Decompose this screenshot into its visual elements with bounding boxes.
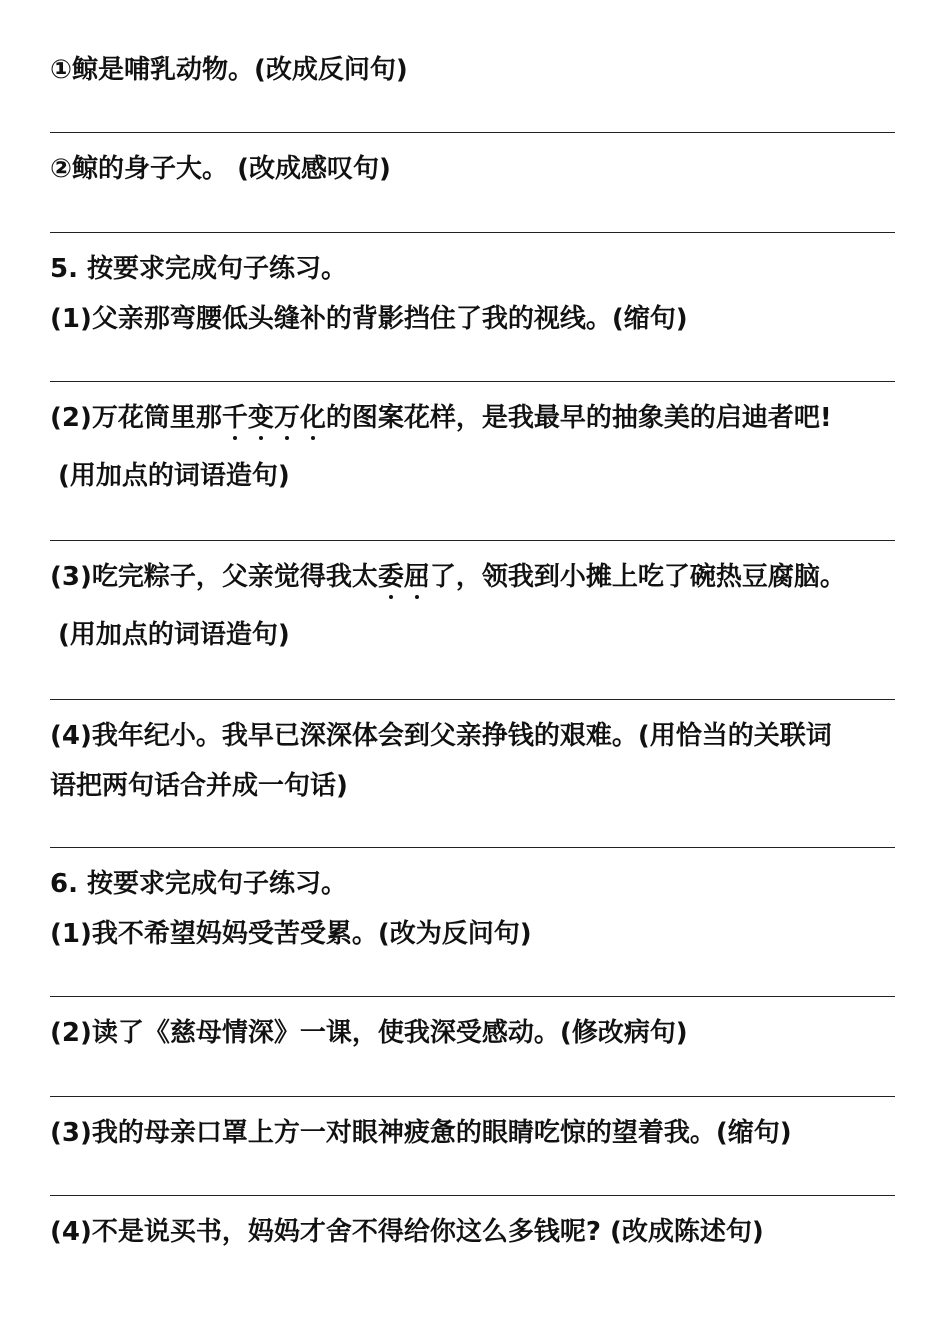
- q6-sentence-1: (1)我不希望妈妈受苦受累。(改为反问句): [50, 919, 532, 949]
- answer-line[interactable]: [50, 381, 895, 382]
- answer-line[interactable]: [50, 1096, 895, 1097]
- q5-heading: 5. 按要求完成句子练习。: [50, 254, 348, 284]
- answer-line[interactable]: [50, 699, 895, 700]
- q5-sentence-3: [50, 560, 846, 594]
- q5-s2-suffix: 的图案花样，是我最早的抽象美的启迪者吧!: [325, 403, 832, 433]
- q5-sentence-1: (1)父亲那弯腰低头缝补的背影挡住了我的视线。(缩句): [50, 304, 688, 334]
- answer-line[interactable]: [50, 1195, 895, 1196]
- q5-sentence-4-line-1: (4)我年纪小。我早已深深体会到父亲挣钱的艰难。(用恰当的关联词: [50, 721, 832, 751]
- answer-line[interactable]: [50, 847, 895, 848]
- dotted-char: 化: [299, 403, 326, 433]
- q6-sentence-2: (2)读了《慈母情深》一课，使我深受感动。(修改病句): [50, 1018, 688, 1048]
- q5-s2-requirement: (用加点的词语造句): [58, 461, 290, 491]
- answer-line[interactable]: [50, 132, 895, 133]
- dotted-char: 万: [273, 403, 300, 433]
- q5-s3-suffix: 了，领我到小摊上吃了碗热豆腐脑。: [429, 562, 846, 592]
- dotted-char: 委: [377, 562, 404, 592]
- dotted-char: 千: [221, 403, 248, 433]
- q5-s3-requirement: (用加点的词语造句): [58, 620, 290, 650]
- answer-line[interactable]: [50, 232, 895, 233]
- q5-s2-prefix: (2)万花筒里那: [50, 403, 222, 433]
- q6-sentence-4: (4)不是说买书，妈妈才舍不得给你这么多钱呢? (改成陈述句): [50, 1217, 764, 1247]
- q5-sentence-4-line-2: 语把两句话合并成一句话): [50, 771, 348, 801]
- answer-line[interactable]: [50, 996, 895, 997]
- q5-sentence-2: [50, 401, 832, 435]
- q4-item-1: ①鲸是哺乳动物。(改成反问句): [50, 55, 408, 85]
- dotted-char: 变: [247, 403, 274, 433]
- answer-line[interactable]: [50, 540, 895, 541]
- q4-item-2: ②鲸的身子大。 (改成感叹句): [50, 154, 391, 184]
- q5-s3-prefix: (3)吃完粽子，父亲觉得我太: [50, 562, 378, 592]
- dotted-char: 屈: [403, 562, 430, 592]
- q6-heading: 6. 按要求完成句子练习。: [50, 869, 348, 899]
- q6-sentence-3: (3)我的母亲口罩上方一对眼神疲惫的眼睛吃惊的望着我。(缩句): [50, 1118, 792, 1148]
